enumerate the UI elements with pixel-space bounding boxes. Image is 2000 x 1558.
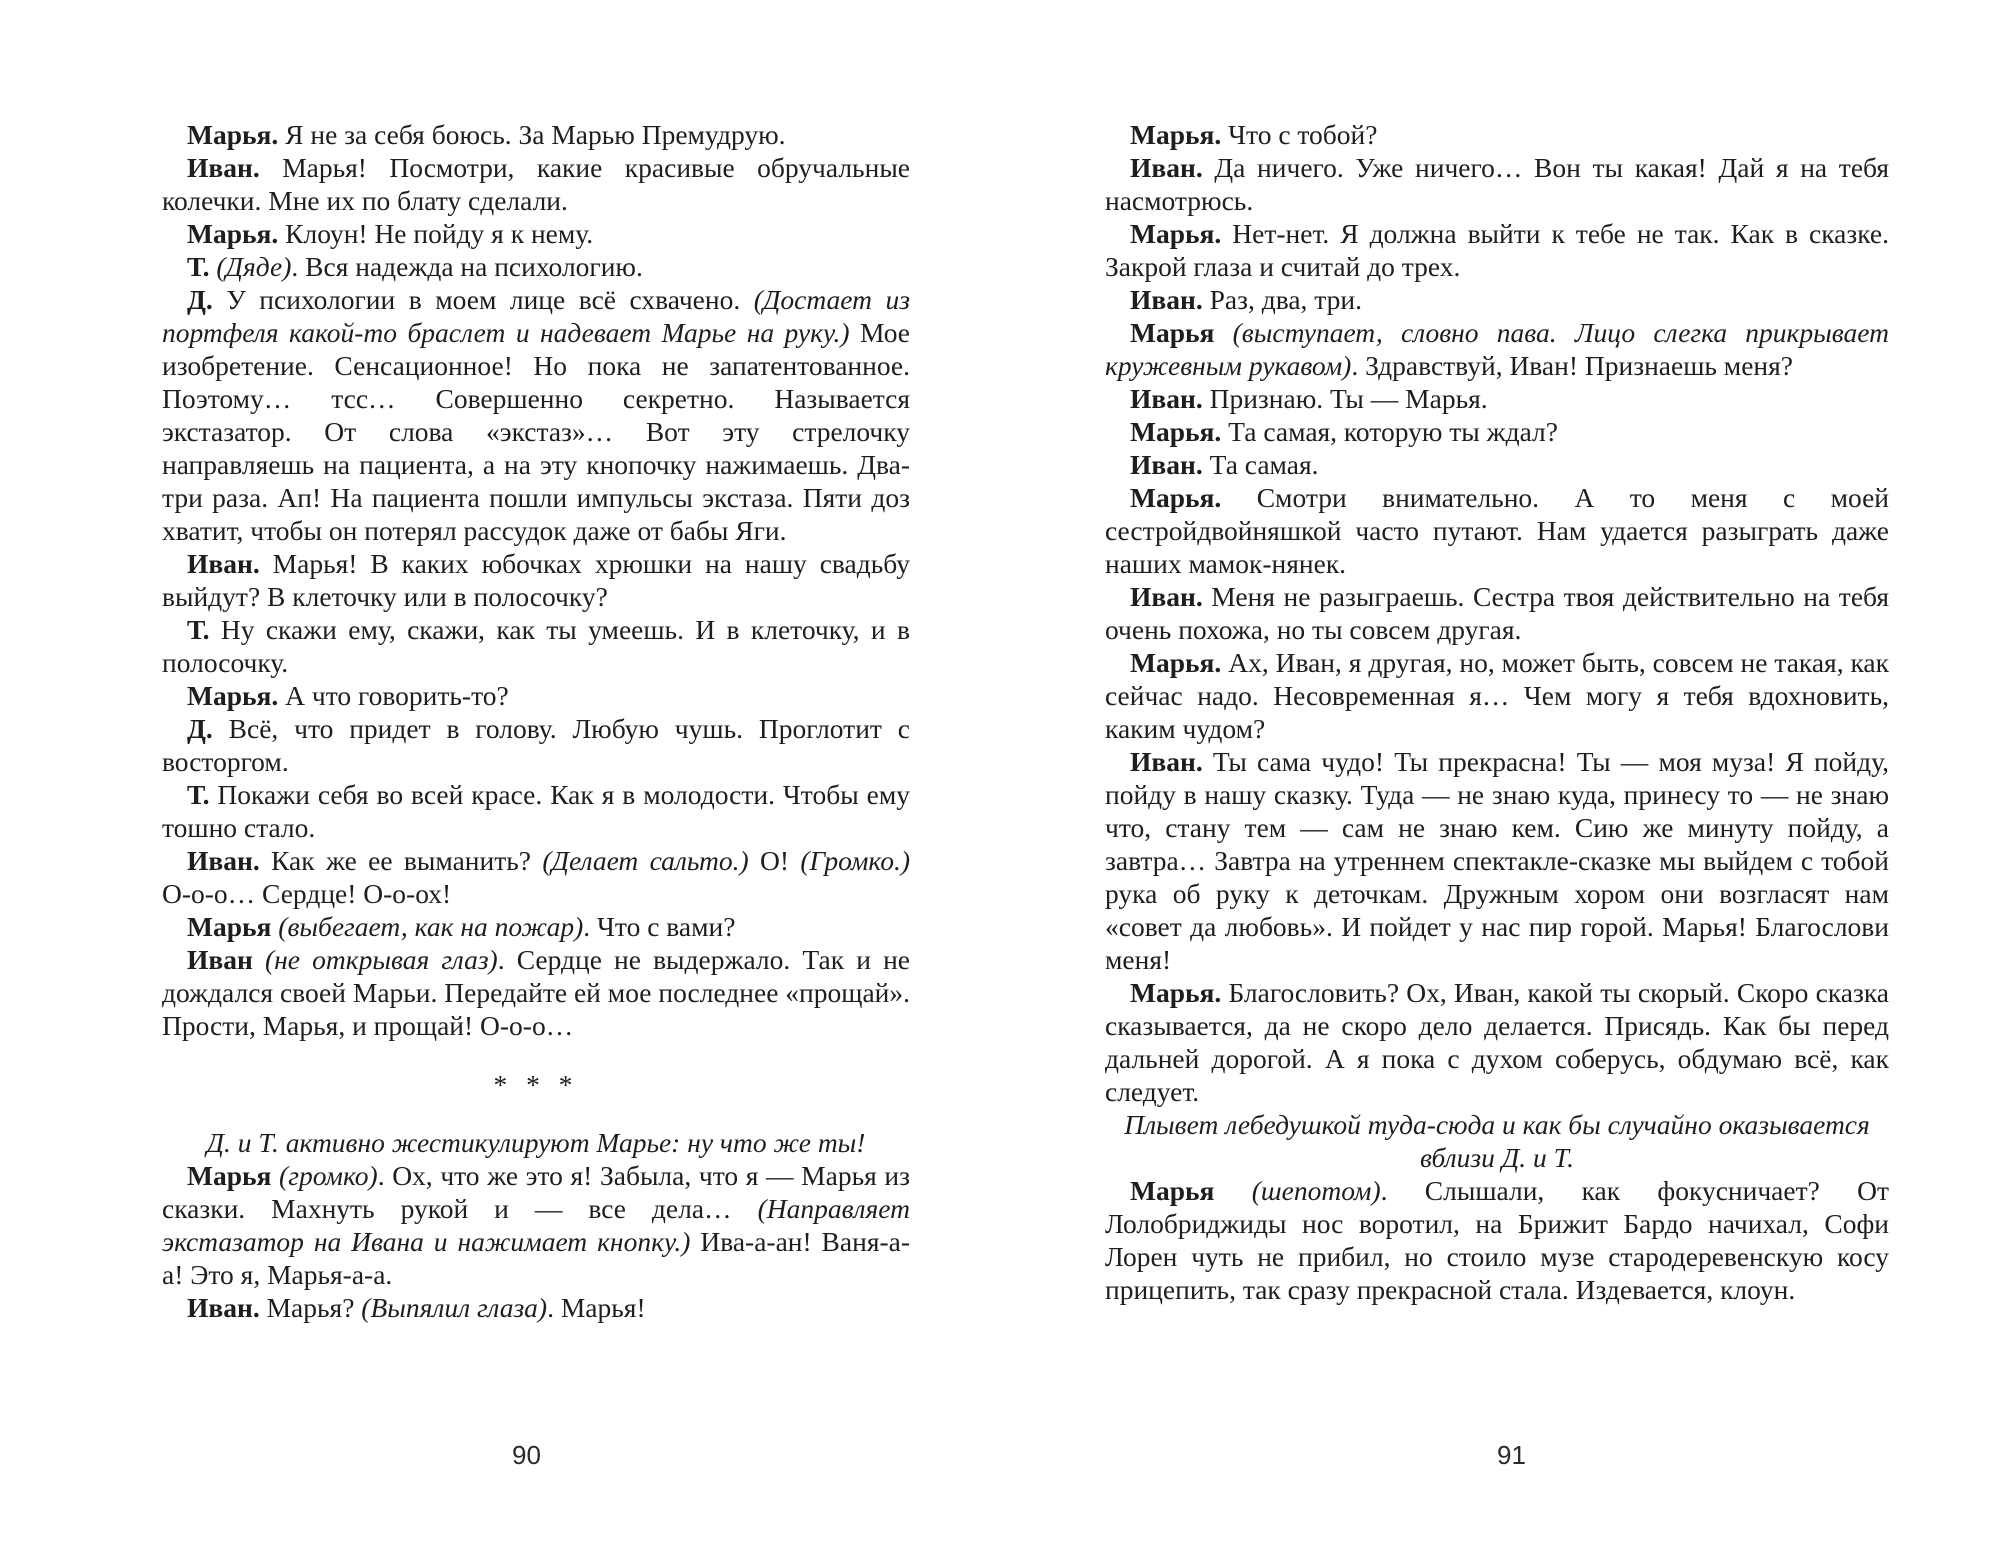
line-text: Та самая, которую ты ждал? xyxy=(1221,416,1558,447)
line-text: Марья! Посмотри, какие красивые обручальные колечки. Мне их по блату сделали. xyxy=(162,152,910,216)
dialogue-line xyxy=(162,151,910,217)
speaker-name: Иван. xyxy=(1130,449,1203,480)
speaker-name: Иван. xyxy=(187,845,260,876)
stage-direction: (Выпялил глаза) xyxy=(361,1292,548,1323)
dialogue-line xyxy=(1105,283,1889,316)
dialogue-line xyxy=(1105,976,1889,1108)
speaker-name: Марья xyxy=(187,1160,272,1191)
speaker-name: Марья. xyxy=(187,119,279,150)
dialogue-line xyxy=(162,283,910,547)
speaker-name: Марья. xyxy=(1130,977,1222,1008)
line-text: . Ох, что же это я! Забыла, что я — Марья из сказки. Махнуть рукой и — все дела… xyxy=(162,1160,910,1224)
dialogue-line xyxy=(162,1159,910,1291)
stage-direction: (Дяде) xyxy=(209,251,292,282)
dialogue-line xyxy=(1105,382,1889,415)
line-text: Да ничего. Уже ничего… Вон ты какая! Дай я на тебя насмотрюсь. xyxy=(1105,152,1889,216)
speaker-name: Т. xyxy=(187,251,210,282)
line-text: . Что с вами? xyxy=(583,911,736,942)
dialogue-line xyxy=(1105,580,1889,646)
line-text: . Здравствуй, Иван! Признаешь меня? xyxy=(1351,350,1793,381)
dialogue-line xyxy=(1105,448,1889,481)
dialogue-line xyxy=(162,250,910,283)
speaker-name: Д. xyxy=(187,284,213,315)
stage-direction: (Громко.) xyxy=(800,845,910,876)
speaker-name: Т. xyxy=(187,779,210,810)
stage-direction: (Достает из портфеля какой-то браслет и надевает Марье на руку.) xyxy=(162,284,910,348)
line-text: О-о-о… Сердце! О-о-ох! xyxy=(162,878,452,909)
stage-direction-block: Д. и Т. активно жестикулируют Марье: ну что же ты! xyxy=(206,1127,866,1158)
speaker-name: Иван. xyxy=(1130,746,1203,777)
line-text: Покажи себя во всей красе. Как я в молодости. Чтобы ему тошно стало. xyxy=(162,779,910,843)
line-text: Как же ее выманить? xyxy=(259,845,543,876)
stage-direction: (выбегает, как на пожар) xyxy=(271,911,584,942)
stage-direction: (громко) xyxy=(271,1160,378,1191)
speaker-name: Марья xyxy=(1130,317,1215,348)
line-text: Меня не разыграешь. Сестра твоя действительно на тебя очень похожа, но ты совсем другая. xyxy=(1105,581,1889,645)
line-text: Раз, два, три. xyxy=(1202,284,1362,315)
line-text: Благословить? Ох, Иван, какой ты скорый. Скоро сказка сказывается, да не скоро дело делается. Присядь. Как бы перед дальней дорогой. А я пока с духом соберусь, обдумаю всё, как следует. xyxy=(1105,977,1889,1107)
stage-direction: (не открывая глаз) xyxy=(252,944,498,975)
line-text: Всё, что придет в голову. Любую чушь. Проглотит с восторгом. xyxy=(162,713,910,777)
line-text: Марья! В каких юбочках хрюшки на нашу свадьбу выйдут? В клеточку или в полосочку? xyxy=(162,548,910,612)
dialogue-line xyxy=(1105,316,1889,382)
line-text: Я не за себя боюсь. За Марью Премудрую. xyxy=(278,119,786,150)
line-text: Что с тобой? xyxy=(1221,119,1378,150)
dialogue-line xyxy=(162,910,910,943)
dialogue-line xyxy=(1105,745,1889,976)
section-separator: * * * xyxy=(493,1069,579,1100)
speaker-name: Марья. xyxy=(1130,416,1222,447)
speaker-name: Иван. xyxy=(187,152,260,183)
dialogue-line xyxy=(162,943,910,1042)
dialogue-line xyxy=(162,118,910,151)
line-text: Марья? xyxy=(259,1292,362,1323)
speaker-name: Марья. xyxy=(187,680,279,711)
dialogue-line xyxy=(1105,118,1889,151)
dialogue-line xyxy=(162,217,910,250)
line-text: . Марья! xyxy=(547,1292,646,1323)
dialogue-line xyxy=(162,844,910,910)
dialogue-line xyxy=(162,1291,910,1324)
line-text: . Слышали, как фокусничает? От Лолобриджиды нос воротил, на Брижит Бардо начихал, Софи Лорен чуть не прибил, но стоило музе стародеревенскую косу прицепить, так сразу прекрасной стала. Издевается, клоун. xyxy=(1105,1175,1889,1305)
right-page xyxy=(1105,118,1889,1306)
line-text: Признаю. Ты — Марья. xyxy=(1202,383,1488,414)
speaker-name: Марья xyxy=(187,911,272,942)
line-text: У психологии в моем лице всё схвачено. xyxy=(212,284,754,315)
line-text: Ах, Иван, я другая, но, может быть, совсем не такая, как сейчас надо. Несовременная я… Чем могу я тебя вдохновить, каким чудом? xyxy=(1105,647,1889,744)
left-page xyxy=(162,118,910,1324)
stage-direction: (Делает сальто.) xyxy=(542,845,749,876)
speaker-name: Д. xyxy=(187,713,213,744)
speaker-name: Т. xyxy=(187,614,210,645)
speaker-name: Марья. xyxy=(1130,218,1222,249)
stage-direction: (шепотом) xyxy=(1214,1175,1381,1206)
line-text: Смотри внимательно. А то меня с моей сестройдвойняшкой часто путают. Нам удается разыграть даже наших мамок-нянек. xyxy=(1105,482,1889,579)
line-text: Клоун! Не пойду я к нему. xyxy=(278,218,594,249)
line-text: . Вся надежда на психологию. xyxy=(291,251,643,282)
page-number: 91 xyxy=(1497,1440,1526,1470)
speaker-name: Иван. xyxy=(1130,383,1203,414)
speaker-name: Марья. xyxy=(187,218,279,249)
dialogue-line xyxy=(1105,151,1889,217)
dialogue-line xyxy=(1105,646,1889,745)
line-text: Мое изобретение. Сенсационное! Но пока не запатентованное. Поэтому… тсс… Совершенно секретно. Называется экстазатор. От слова «экстаз»… Вот эту стрелочку направляешь на пациента, а на эту кнопочку нажимаешь. Два-три раза. Ап! На пациента пошли импульсы экстаза. Пяти доз хватит, чтобы он потерял рассудок даже от бабы Яги. xyxy=(162,317,911,546)
line-text: Ива-а-ан! Ваня-а-а! Это я, Марья-а-а. xyxy=(162,1226,910,1290)
line-text: Та самая. xyxy=(1202,449,1319,480)
dialogue-line xyxy=(162,778,910,844)
stage-direction: (Направляет экстазатор на Ивана и нажимает кнопку.) xyxy=(162,1193,910,1257)
line-text: Ну скажи ему, скажи, как ты умеешь. И в клеточку, и в полосочку. xyxy=(162,614,910,678)
speaker-name: Марья. xyxy=(1130,647,1222,678)
dialogue-line xyxy=(1105,1174,1889,1306)
dialogue-line xyxy=(162,712,910,778)
speaker-name: Марья. xyxy=(1130,119,1222,150)
speaker-name: Марья. xyxy=(1130,482,1222,513)
dialogue-line xyxy=(1105,415,1889,448)
dialogue-line xyxy=(162,547,910,613)
speaker-name: Иван. xyxy=(1130,152,1203,183)
dialogue-line xyxy=(162,679,910,712)
speaker-name: Иван. xyxy=(187,548,260,579)
speaker-name: Иван xyxy=(187,944,253,975)
dialogue-line xyxy=(1105,217,1889,283)
line-text: О! xyxy=(748,845,801,876)
dialogue-line xyxy=(162,613,910,679)
page-number: 90 xyxy=(512,1440,541,1470)
speaker-name: Иван. xyxy=(187,1292,260,1323)
dialogue-line xyxy=(1105,481,1889,580)
line-text: . Сердце не выдержало. Так и не дождался своей Марьи. Передайте ей мое последнее «прощай». Прости, Марья, и прощай! О-о-о… xyxy=(162,944,910,1041)
stage-direction-block: Плывет лебедушкой туда-сюда и как бы случайно оказывается вблизи Д. и Т. xyxy=(1124,1109,1870,1173)
line-text: Ты сама чудо! Ты прекрасна! Ты — моя муза! Я пойду, пойду в нашу сказку. Туда — не знаю куда, принесу то — не знаю что, стану тем — сам не знаю кем. Сию же минуту пойду, а завтра… Завтра на утреннем спектакле-сказке мы выйдем с тобой рука об руку к деточкам. Дружным хором они возгласят нам «совет да любовь». И пойдет у нас пир горой. Марья! Благослови меня! xyxy=(1105,746,1889,975)
stage-direction: (выступает, словно пава. Лицо слегка прикрывает кружевным рукавом) xyxy=(1105,317,1889,381)
line-text: А что говорить-то? xyxy=(278,680,509,711)
line-text: Нет-нет. Я должна выйти к тебе не так. Как в сказке. Закрой глаза и считай до трех. xyxy=(1105,218,1889,282)
speaker-name: Иван. xyxy=(1130,284,1203,315)
speaker-name: Марья xyxy=(1130,1175,1215,1206)
speaker-name: Иван. xyxy=(1130,581,1203,612)
